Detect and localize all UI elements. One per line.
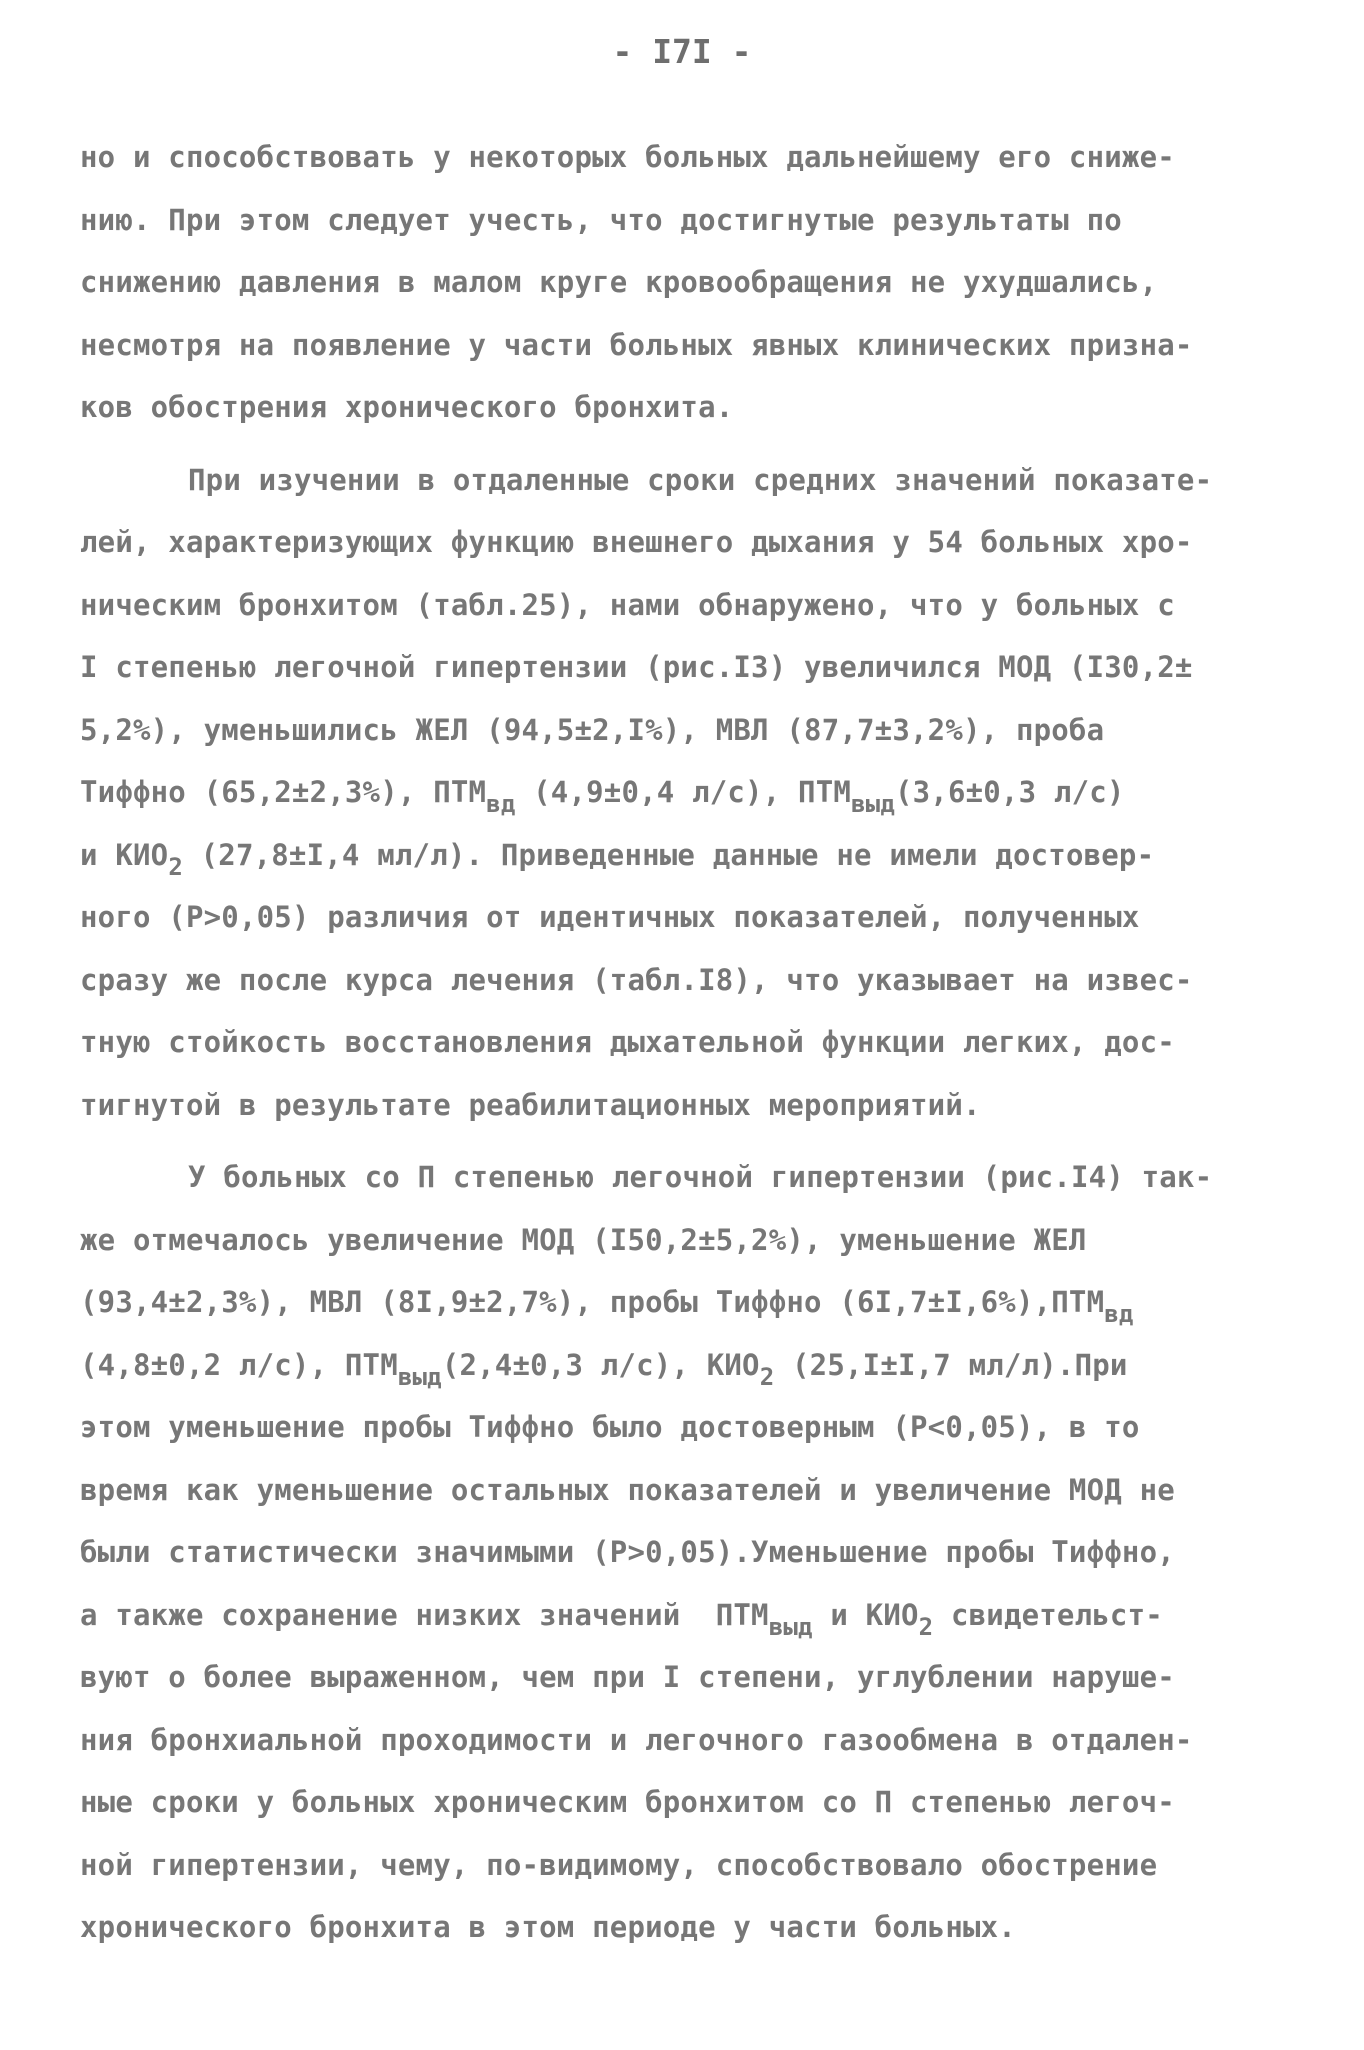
subscript: выд <box>768 1612 813 1641</box>
text-line: 5,2%), уменьшились ЖЕЛ (94,5±2,I%), МВЛ (87,7±3,2%), проба <box>80 712 1105 747</box>
text-line: были статистически значимыми (Р>0,05).Уменьшение пробы Тиффно, <box>80 1535 1175 1569</box>
text-line: ния бронхиальной проходимости и легочного газообмена в отдален- <box>80 1722 1193 1757</box>
text-run: (2,4±0,3 л/с), КИО <box>441 1347 760 1382</box>
text-line: снижению давления в малом круге кровообращения не ухудшались, <box>80 265 1158 299</box>
text-run: а также сохранение низких значений ПТМ <box>80 1597 769 1632</box>
subscript: выд <box>851 790 895 818</box>
text-line <box>80 1334 1300 1397</box>
text-run: (4,8±0,2 л/с), ПТМ <box>80 1347 398 1382</box>
paragraph-3 <box>80 1146 1300 1959</box>
text-line: тигнутой в результате реабилитационных мероприятий. <box>80 1087 981 1122</box>
text-line: вуют о более выраженном, чем при I степени, углублении наруше- <box>80 1660 1175 1694</box>
document-body <box>80 126 1300 1959</box>
text-run: (25,I±I,7 мл/л).При <box>774 1347 1128 1382</box>
text-line: При изучении в отдаленные сроки средних значений показате- <box>188 462 1213 497</box>
text-line: сразу же после курса лечения (табл.I8), что указывает на извес- <box>80 962 1193 997</box>
text-run: Тиффно (65,2±2,3%), ПТМ <box>80 775 487 809</box>
paragraph-1 <box>80 126 1300 439</box>
text-line: У больных со П степенью легочной гипертензии (рис.I4) так- <box>188 1160 1213 1194</box>
text-run: (3,6±0,3 л/с) <box>894 775 1125 809</box>
text-line: ков обострения хронического бронхита. <box>80 390 734 424</box>
subscript: вд <box>1104 1300 1134 1328</box>
text-line: хронического бронхита в этом периоде у части больных. <box>80 1910 1016 1944</box>
subscript: выд <box>397 1362 442 1391</box>
text-line: лей, характеризующих функцию внешнего дыхания у 54 больных хро- <box>80 525 1193 559</box>
text-run: (27,8±I,4 мл/л). Приведенные данные не имели достовер- <box>182 837 1155 872</box>
text-line <box>80 761 1300 824</box>
text-line: I степенью легочной гипертензии (рис.I3) увеличился МОД (I30,2± <box>80 650 1193 684</box>
subscript: 2 <box>168 852 183 881</box>
text-line: этом уменьшение пробы Тиффно было достоверным (Р<0,05), в то <box>80 1410 1140 1444</box>
text-run: (93,4±2,3%), МВЛ (8I,9±2,7%), пробы Тиффно (6I,7±I,6%),ПТМ <box>80 1285 1105 1319</box>
subscript: 2 <box>759 1362 775 1391</box>
text-line: ные сроки у больных хроническим бронхитом со П степенью легоч- <box>80 1785 1175 1819</box>
text-line: время как уменьшение остальных показателей и увеличение МОД не <box>80 1472 1175 1507</box>
text-run: и КИО <box>812 1597 919 1632</box>
text-line: но и способствовать у некоторых больных дальнейшему его сниже- <box>80 140 1175 174</box>
text-run: и КИО <box>80 837 169 872</box>
text-line <box>80 1584 1300 1647</box>
text-line: нию. При этом следует учесть, что достигнутые результаты по <box>80 202 1122 237</box>
text-line: ническим бронхитом (табл.25), нами обнаружено, что у больных с <box>80 587 1175 622</box>
text-line: ного (Р>0,05) различия от идентичных показателей, полученных <box>80 900 1140 934</box>
subscript: 2 <box>918 1612 934 1641</box>
text-line: же отмечалось увеличение МОД (I50,2±5,2%), уменьшение ЖЕЛ <box>80 1222 1087 1257</box>
subscript: вд <box>486 790 516 818</box>
page-number: - I7I - <box>612 32 752 71</box>
text-run: свидетельст- <box>933 1597 1163 1632</box>
text-line <box>80 1271 1300 1334</box>
text-run: (4,9±0,4 л/с), ПТМ <box>515 775 852 809</box>
text-line: несмотря на появление у части больных явных клинических призна- <box>80 327 1193 362</box>
paragraph-2 <box>80 449 1300 1137</box>
text-line: тную стойкость восстановления дыхательной функции легких, дос- <box>80 1025 1175 1059</box>
text-line: ной гипертензии, чему, по-видимому, способствовало обострение <box>80 1847 1158 1882</box>
text-line <box>80 824 1300 887</box>
